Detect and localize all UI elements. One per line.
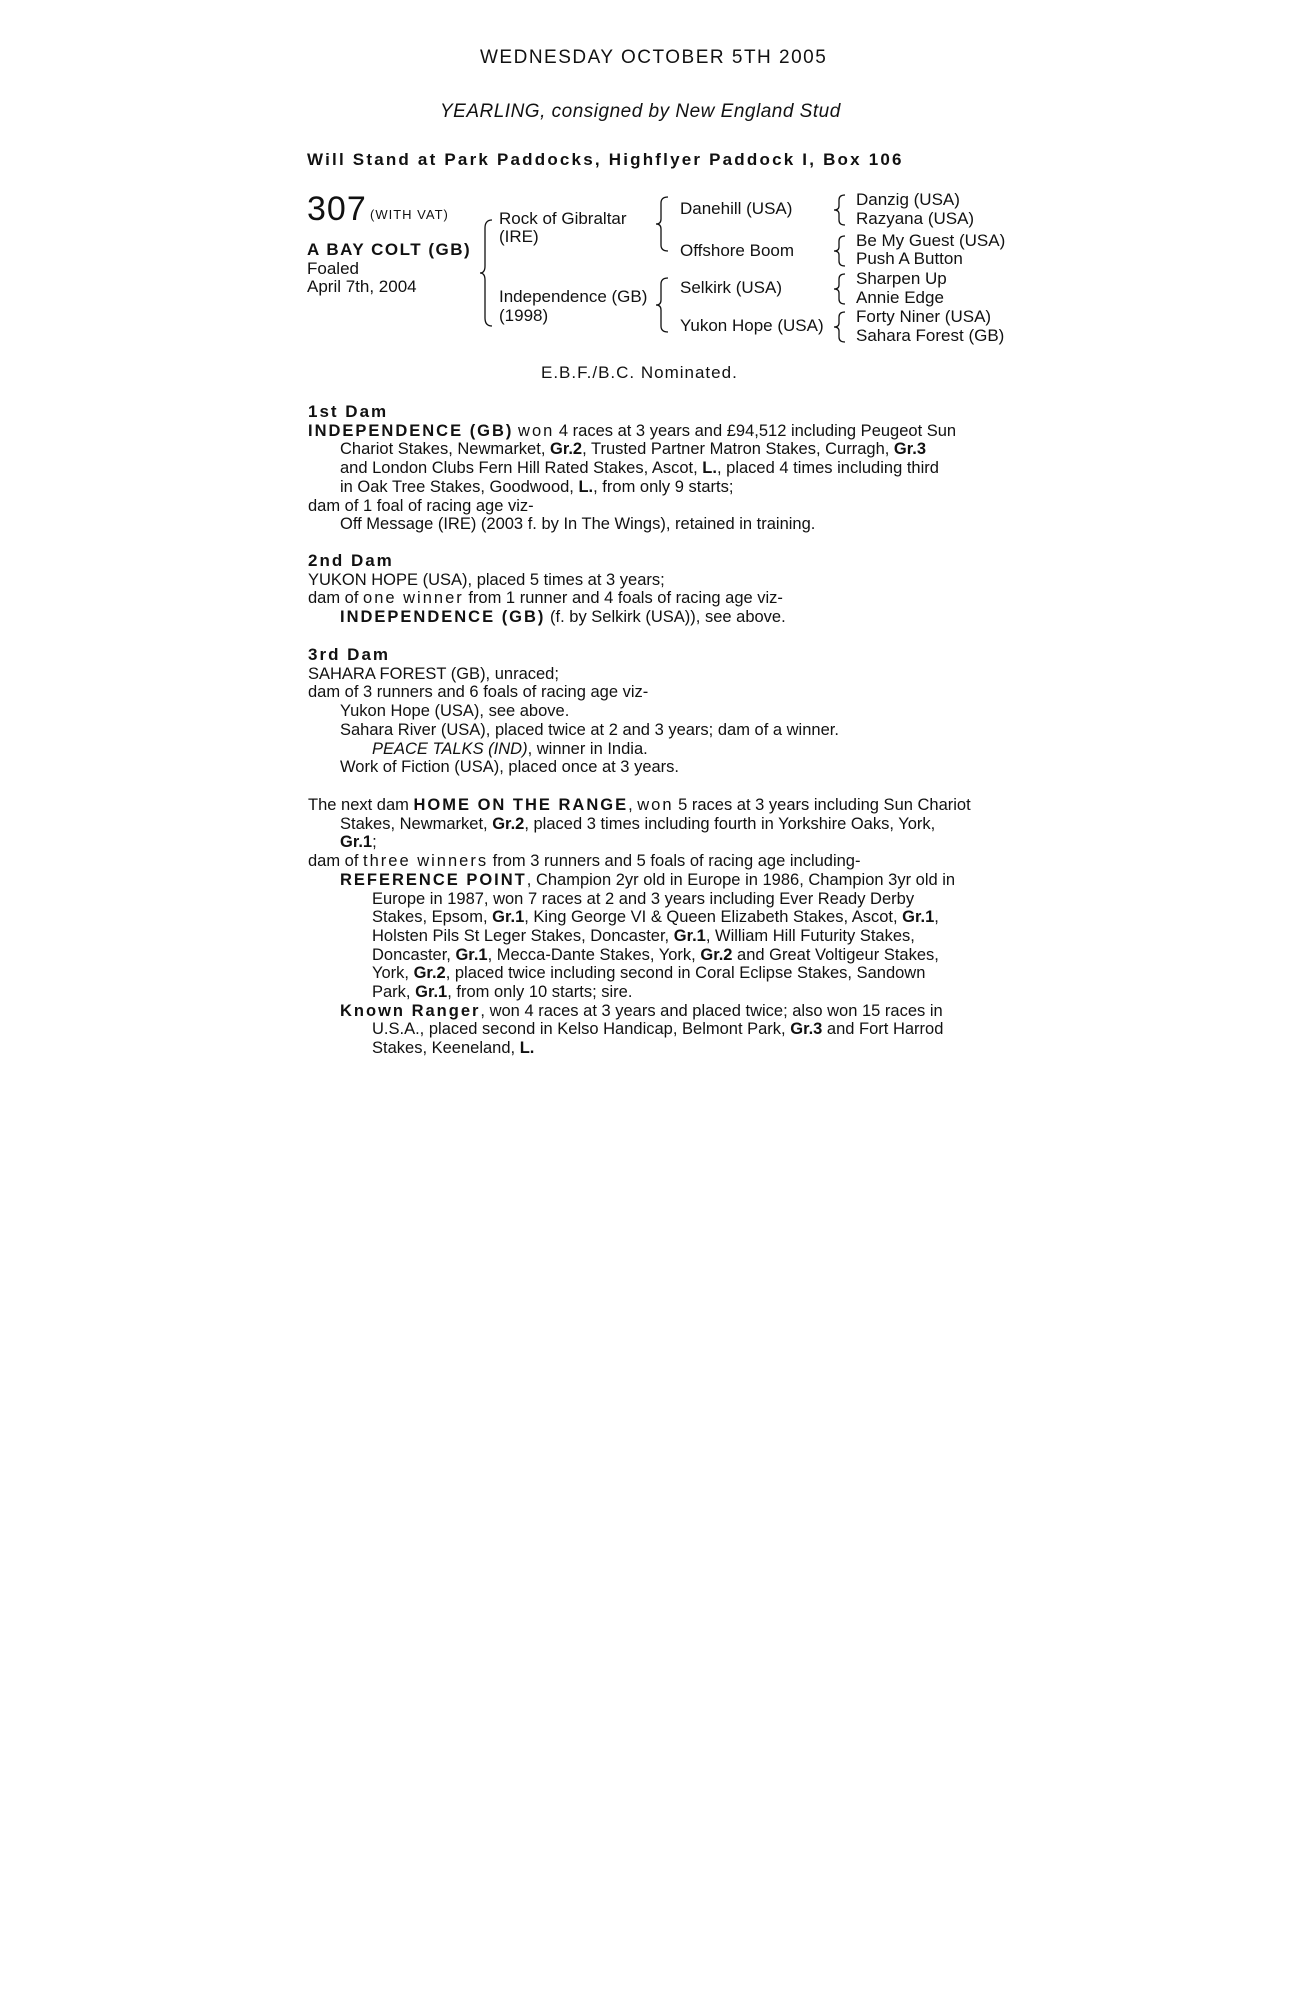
reference-point-line-1 xyxy=(308,871,978,890)
pedigree-dam-sire: Selkirk (USA) xyxy=(680,278,783,297)
next-dam-name: HOME ON THE RANGE xyxy=(413,796,629,814)
pedigree-bracket-g2 xyxy=(834,234,848,268)
first-dam-line-2 xyxy=(308,440,978,459)
first-dam-line-5: dam of 1 foal of racing age viz- xyxy=(308,496,534,515)
first-dam-text-2b: , Trusted Partner Matron Stakes, Curragh, xyxy=(582,440,894,459)
second-dam-winners: one winner xyxy=(363,589,464,608)
first-dam-text-4a: in Oak Tree Stakes, Goodwood, xyxy=(340,477,579,496)
listed-badge: L. xyxy=(519,1039,535,1058)
pedigree-g5: Sharpen Up xyxy=(856,269,947,288)
first-dam-line-4 xyxy=(308,478,978,497)
known-ranger-line-2 xyxy=(308,1020,978,1039)
first-dam-text-3a: and London Clubs Fern Hill Rated Stakes, Ascot, xyxy=(340,459,703,478)
first-dam-text-4b: , from only 9 starts; xyxy=(593,477,734,496)
reference-point-text-7b: , from only 10 starts; sire. xyxy=(447,983,633,1002)
group-badge: Gr.1 xyxy=(340,833,373,852)
first-dam-text-2a: Chariot Stakes, Newmarket, xyxy=(340,440,550,459)
third-dam-line-2: dam of 3 runners and 6 foals of racing age viz- xyxy=(308,683,649,702)
group-badge: Gr.2 xyxy=(492,814,525,833)
reference-point-line-2: Europe in 1987, won 7 races at 2 and 3 years including Ever Ready Derby xyxy=(372,889,915,908)
first-dam-line-1 xyxy=(308,422,978,441)
foaled-label: Foaled xyxy=(307,259,359,278)
next-dam-section xyxy=(308,796,978,1058)
next-dam-text-1c: 5 races at 3 years including Sun Chariot xyxy=(673,796,971,814)
second-dam-text-2a: dam of xyxy=(308,589,364,608)
known-ranger-line-1 xyxy=(308,1002,978,1021)
pedigree-dam-dam: Yukon Hope (USA) xyxy=(680,316,824,335)
group-badge: Gr.1 xyxy=(492,908,525,927)
second-dam-line-3 xyxy=(308,608,978,627)
group-badge: Gr.3 xyxy=(790,1020,823,1039)
third-dam-line-5 xyxy=(308,740,978,759)
second-dam-line-1: YUKON HOPE (USA), placed 5 times at 3 years; xyxy=(308,570,665,589)
pedigree-bracket-sire xyxy=(656,195,672,253)
next-dam-winners: three winners xyxy=(363,852,489,871)
third-dam-winner-name: PEACE TALKS (IND) xyxy=(372,739,528,758)
reference-point-text-6b: , placed twice including second in Coral Eclipse Stakes, Sandown xyxy=(445,964,926,983)
group-badge: Gr.1 xyxy=(902,908,935,927)
group-badge: Gr.2 xyxy=(413,964,446,983)
next-dam-line-4 xyxy=(308,852,978,871)
first-dam-heading: 1st Dam xyxy=(308,402,389,421)
vat-note: (WITH VAT) xyxy=(370,207,449,222)
second-dam-section xyxy=(308,552,978,627)
first-dam-line-6: Off Message (IRE) (2003 f. by In The Wings), retained in training. xyxy=(340,515,816,534)
reference-point-text-4b: , William Hill Futurity Stakes, xyxy=(705,926,915,945)
known-ranger-text-2a: U.S.A., placed second in Kelso Handicap, Belmont Park, xyxy=(372,1020,791,1039)
pedigree-bracket-dam xyxy=(656,276,672,334)
pedigree-bracket-g4 xyxy=(834,310,848,344)
next-dam-text-4a: dam of xyxy=(308,852,364,871)
reference-point-text-5a: Doncaster, xyxy=(372,945,456,964)
listed-badge: L. xyxy=(702,459,717,478)
group-badge: Gr.1 xyxy=(455,945,488,964)
stand-location: Will Stand at Park Paddocks, Highflyer Paddock I, Box 106 xyxy=(307,150,904,169)
next-dam-comma: , xyxy=(628,796,638,814)
reference-point-text-3a: Stakes, Epsom, xyxy=(372,908,493,927)
sale-date: WEDNESDAY OCTOBER 5TH 2005 xyxy=(480,47,828,68)
next-dam-line-2 xyxy=(308,815,978,834)
reference-point-text-4a: Holsten Pils St Leger Stakes, Doncaster, xyxy=(372,926,674,945)
pedigree-dam: Independence (GB) xyxy=(499,287,648,306)
first-dam-line-3 xyxy=(308,459,978,478)
reference-point-line-4 xyxy=(308,927,978,946)
second-dam-heading: 2nd Dam xyxy=(308,551,394,570)
reference-point-text-5c: and Great Voltigeur Stakes, xyxy=(732,945,939,964)
third-dam-heading: 3rd Dam xyxy=(308,645,391,664)
pedigree-g3: Be My Guest (USA) xyxy=(856,231,1006,250)
third-dam-line-1: SAHARA FOREST (GB), unraced; xyxy=(308,664,559,683)
known-ranger-name: Known Ranger xyxy=(340,1001,481,1020)
pedigree-sire: Rock of Gibraltar xyxy=(499,209,627,228)
reference-point-text-1: , Champion 2yr old in Europe in 1986, Champion 3yr old in xyxy=(526,870,956,889)
third-dam-line-4: Sahara River (USA), placed twice at 2 and 3 years; dam of a winner. xyxy=(340,720,839,739)
second-dam-winner-name: INDEPENDENCE (GB) xyxy=(340,608,546,627)
pedigree-g4: Push A Button xyxy=(856,249,963,268)
reference-point-line-6 xyxy=(308,964,978,983)
reference-point-text-6a: York, xyxy=(372,964,414,983)
lot-description: A BAY COLT (GB) xyxy=(307,240,472,259)
pedigree-sire-dam: Offshore Boom xyxy=(680,241,795,260)
pedigree-sire-country: (IRE) xyxy=(499,227,539,246)
third-dam-line-6: Work of Fiction (USA), placed once at 3 years. xyxy=(340,758,679,777)
lot-number: 307 xyxy=(307,190,367,228)
pedigree-dam-year: (1998) xyxy=(499,306,549,325)
reference-point-text-5b: , Mecca-Dante Stakes, York, xyxy=(487,945,701,964)
group-badge: Gr.2 xyxy=(550,440,583,459)
next-dam-semicolon: ; xyxy=(372,833,377,852)
second-dam-line-2 xyxy=(308,589,978,608)
reference-point-text-7a: Park, xyxy=(372,983,416,1002)
next-dam-won: won xyxy=(637,796,674,814)
pedigree-sire-sire: Danehill (USA) xyxy=(680,199,793,218)
foaled-date: April 7th, 2004 xyxy=(307,277,417,296)
known-ranger-text-2b: and Fort Harrod xyxy=(822,1020,944,1039)
pedigree-g2: Razyana (USA) xyxy=(856,209,975,228)
pedigree-g1: Danzig (USA) xyxy=(856,190,960,209)
listed-badge: L. xyxy=(578,477,594,496)
first-dam-name: INDEPENDENCE (GB) xyxy=(308,421,514,440)
reference-point-line-7 xyxy=(308,983,978,1002)
group-badge: Gr.1 xyxy=(673,926,706,945)
next-dam-text-2b: , placed 3 times including fourth in Yorkshire Oaks, York, xyxy=(524,814,936,833)
next-dam-line-1 xyxy=(308,796,978,815)
first-dam-section xyxy=(308,403,978,534)
third-dam-section xyxy=(308,646,978,777)
pedigree-bracket-g3 xyxy=(834,272,848,306)
first-dam-text-1: 4 races at 3 years and £94,512 including Peugeot Sun xyxy=(554,421,957,440)
pedigree-g7: Forty Niner (USA) xyxy=(856,307,992,326)
reference-point-text-3b: , King George VI & Queen Elizabeth Stakes, Ascot, xyxy=(524,908,903,927)
third-dam-line-3: Yukon Hope (USA), see above. xyxy=(340,702,570,721)
next-dam-text-4c: from 3 runners and 5 foals of racing age including- xyxy=(488,852,861,871)
reference-point-line-5 xyxy=(308,946,978,965)
reference-point-line-3 xyxy=(308,908,978,927)
known-ranger-line-3 xyxy=(308,1039,978,1058)
next-dam-line-3 xyxy=(308,833,978,852)
pedigree-bracket-g1 xyxy=(834,193,848,227)
second-dam-text-2c: from 1 runner and 4 foals of racing age viz- xyxy=(463,589,783,608)
reference-point-name: REFERENCE POINT xyxy=(340,870,527,889)
group-badge: Gr.1 xyxy=(415,983,448,1002)
first-dam-won: won xyxy=(518,421,555,440)
first-dam-text-3b: , placed 4 times including third xyxy=(716,459,939,478)
group-badge: Gr.3 xyxy=(893,440,927,459)
known-ranger-text-3a: Stakes, Keeneland, xyxy=(372,1039,520,1058)
consignment-line: YEARLING, consigned by New England Stud xyxy=(440,101,841,122)
next-dam-text-1a: The next dam xyxy=(308,796,414,814)
pedigree-g8: Sahara Forest (GB) xyxy=(856,326,1005,345)
group-badge: Gr.2 xyxy=(700,945,733,964)
next-dam-text-2a: Stakes, Newmarket, xyxy=(340,814,493,833)
reference-point-text-3c: , xyxy=(934,908,939,927)
pedigree-bracket-main xyxy=(480,218,500,328)
nomination-note: E.B.F./B.C. Nominated. xyxy=(541,363,738,382)
pedigree-g6: Annie Edge xyxy=(856,288,944,307)
second-dam-text-3b: (f. by Selkirk (USA)), see above. xyxy=(545,608,786,627)
third-dam-text-5b: , winner in India. xyxy=(527,739,648,758)
known-ranger-text-1: , won 4 races at 3 years and placed twice; also won 15 races in xyxy=(480,1001,943,1020)
